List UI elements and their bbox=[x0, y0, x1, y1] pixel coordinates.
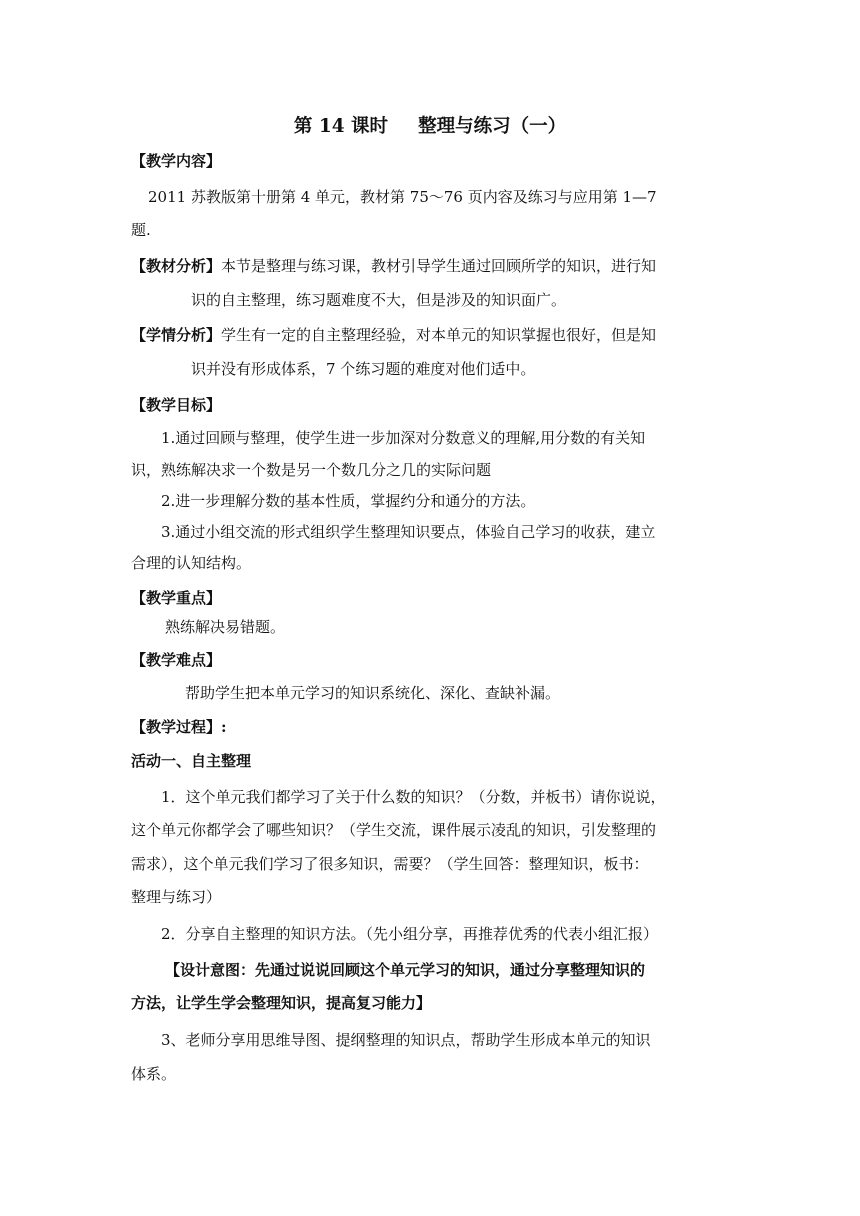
process-heading: 【教学过程】: bbox=[131, 718, 227, 736]
difficulties-text: 帮助学生把本单元学习的知识系统化、深化、查缺补漏。 bbox=[185, 684, 561, 702]
content-heading: 【教学内容】 bbox=[131, 152, 222, 170]
step-3-line-2: 体系。 bbox=[131, 1065, 177, 1083]
material-analysis-line-1 bbox=[131, 256, 731, 276]
material-analysis-text-1: 本节是整理与练习课，教材引导学生通过回顾所学的知识，进行知 bbox=[221, 257, 657, 275]
material-analysis-line-2: 识的自主整理，练习题难度不大，但是涉及的知识面广。 bbox=[191, 291, 567, 309]
step-1-line-4: 整理与练习） bbox=[131, 888, 222, 906]
objectives-heading: 【教学目标】 bbox=[131, 396, 222, 414]
objective-3-line-1: 3.通过小组交流的形式组织学生整理知识要点，体验自己学习的收获，建立 bbox=[161, 523, 656, 541]
student-analysis-line-2: 识并没有形成体系，7 个练习题的难度对他们适中。 bbox=[191, 360, 536, 378]
page-title bbox=[0, 115, 860, 139]
step-1-line-3: 需求），这个单元我们学习了很多知识，需要？（学生回答：整理知识，板书： bbox=[131, 855, 649, 873]
objective-1-line-2: 识，熟练解决求一个数是另一个数几分之几的实际问题 bbox=[131, 461, 492, 479]
key-points-text: 熟练解决易错题。 bbox=[165, 618, 286, 636]
lesson-number: 第 14 课时 bbox=[293, 116, 389, 137]
activity-1-heading: 活动一、自主整理 bbox=[131, 752, 252, 770]
student-analysis-line-1 bbox=[131, 325, 731, 345]
content-line-1: 2011 苏教版第十册第 4 单元，教材第 75～76 页内容及练习与应用第 1—7 bbox=[148, 188, 657, 206]
objective-3-line-2: 合理的认知结构。 bbox=[131, 554, 252, 572]
content-line-2: 题. bbox=[131, 221, 151, 239]
student-analysis-text-1: 学生有一定的自主整理经验，对本单元的知识掌握也很好，但是知 bbox=[221, 326, 657, 344]
lesson-topic: 整理与练习（一） bbox=[418, 116, 567, 137]
design-intent-line-2: 方法，让学生学会整理知识，提高复习能力】 bbox=[131, 994, 432, 1012]
step-1-line-1: 1．这个单元我们都学习了关于什么数的知识？（分数，并板书）请你说说， bbox=[161, 788, 666, 806]
material-analysis-heading: 【教材分析】 bbox=[131, 257, 222, 275]
key-points-heading: 【教学重点】 bbox=[131, 589, 222, 607]
step-2: 2．分享自主整理的知识方法。（先小组分享，再推荐优秀的代表小组汇报） bbox=[161, 925, 659, 943]
student-analysis-heading: 【学情分析】 bbox=[131, 326, 222, 344]
objective-1-line-1: 1.通过回顾与整理，使学生进一步加深对分数意义的理解,用分数的有关知 bbox=[161, 429, 646, 447]
difficulties-heading: 【教学难点】 bbox=[131, 651, 222, 669]
step-1-line-2: 这个单元你都学会了哪些知识？（学生交流，课件展示凌乱的知识，引发整理的 bbox=[131, 821, 657, 839]
step-3-line-1: 3、老师分享用思维导图、提纲整理的知识点，帮助学生形成本单元的知识 bbox=[161, 1031, 651, 1049]
design-intent-line-1: 【设计意图：先通过说说回顾这个单元学习的知识，通过分享整理知识的 bbox=[165, 961, 646, 979]
objective-2: 2.进一步理解分数的基本性质，掌握约分和通分的方法。 bbox=[161, 492, 536, 510]
